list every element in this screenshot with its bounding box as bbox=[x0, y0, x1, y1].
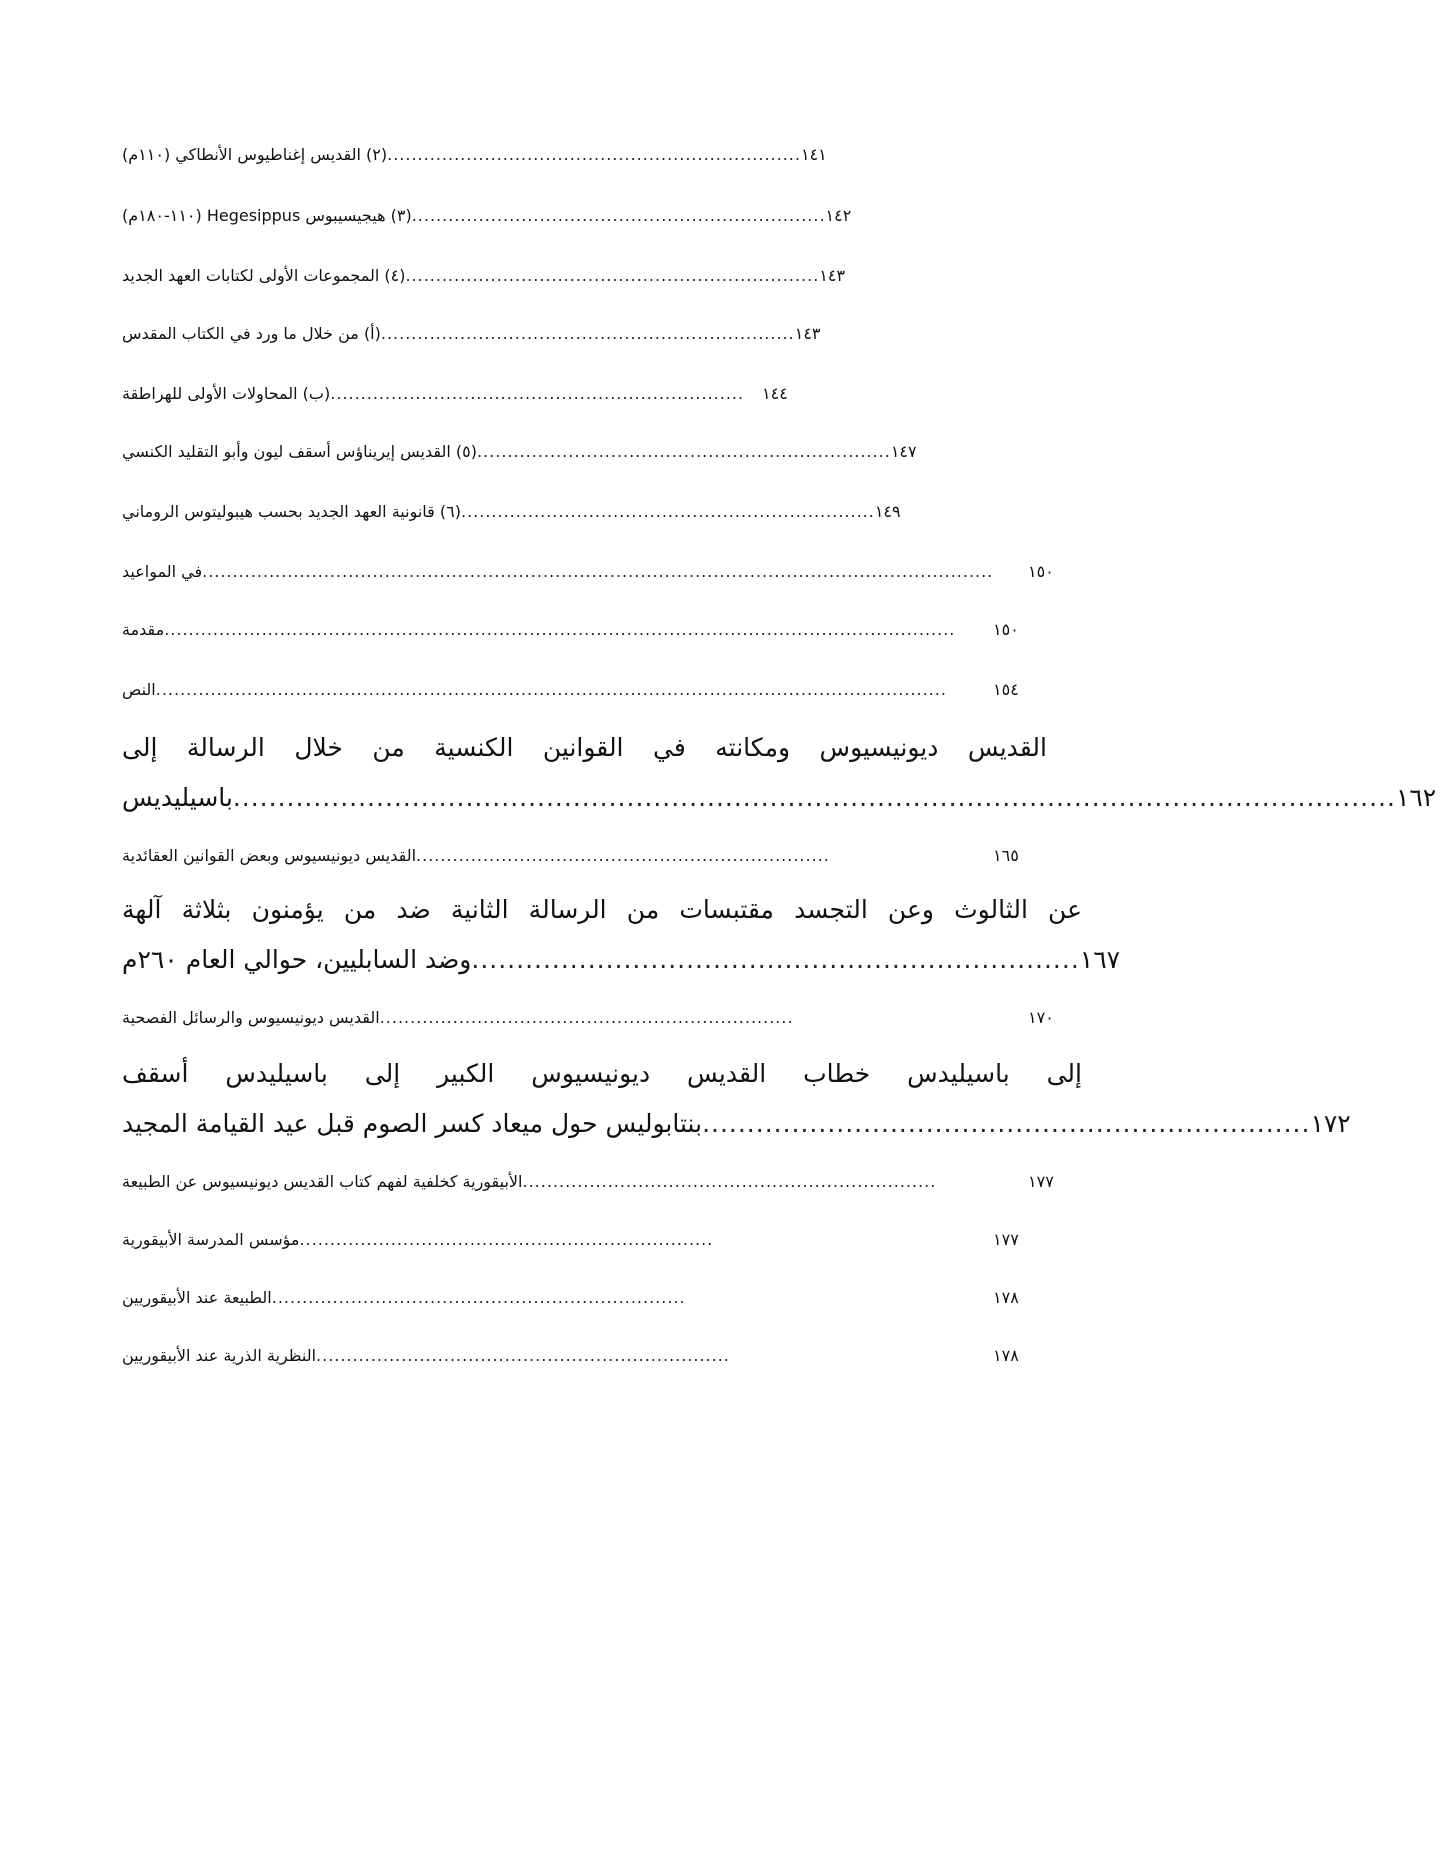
toc-entry bbox=[122, 998, 1082, 1038]
leader-dots: .................................................................... bbox=[405, 266, 820, 285]
toc-entry bbox=[122, 836, 1047, 876]
leader-dots: .................................................................... bbox=[379, 1008, 794, 1027]
leader-dots: .................................................................... bbox=[476, 442, 891, 461]
toc-entry bbox=[122, 1220, 1047, 1260]
toc-page-number: ١٤٩ bbox=[874, 502, 901, 521]
toc-entry-title: (٢) القديس إغناطيوس الأنطاكي (١١٠م) bbox=[122, 145, 388, 164]
leader-dots: .................................................................................................................................. bbox=[202, 562, 994, 581]
toc-entry bbox=[122, 610, 1047, 650]
toc-entry-title: القديس ديونيسيوس والرسائل الفصحية bbox=[122, 1008, 380, 1027]
toc-entry-line1: القديس ديونيسيوس ومكانته في القوانين الكنسية من خلال الرسالة إلى bbox=[122, 733, 1047, 762]
toc-page-number: ١٤٣ bbox=[794, 324, 821, 343]
toc-entry bbox=[122, 432, 917, 472]
toc-entry-title: (٥) القديس إيريناؤس أسقف ليون وأبو التقليد الكنسي bbox=[122, 442, 477, 461]
leader-dots: .................................................................... bbox=[271, 1288, 686, 1307]
toc-page-number: ١٦٥ bbox=[993, 846, 1019, 865]
toc-entry-title: في المواعيد bbox=[122, 562, 203, 581]
toc-page-number: ١٥٠ bbox=[993, 620, 1019, 639]
toc-entry-line1: إلى باسيليدس خطاب القديس ديونيسيوس الكبير إلى باسيليدس أسقف bbox=[122, 1059, 1082, 1088]
leader-dots: .................................................................... bbox=[702, 1109, 1311, 1138]
toc-entry-title: (ب) المحاولات الأولى للهراطقة bbox=[122, 384, 331, 403]
toc-entry-title: مؤسس المدرسة الأبيقورية bbox=[122, 1230, 300, 1249]
toc-entry-title: الطبيعة عند الأبيقوريين bbox=[122, 1288, 272, 1307]
leader-dots: .................................................................... bbox=[387, 145, 801, 164]
toc-page-number: ١٧٨ bbox=[993, 1288, 1019, 1307]
toc-entry-title: القديس ديونيسيوس وبعض القوانين العقائدية bbox=[122, 846, 417, 865]
toc-page-number: ١٧٧ bbox=[993, 1230, 1019, 1249]
toc-entry-title: وضد السابليين، حوالي العام ٢٦٠م bbox=[122, 945, 472, 974]
toc-entry bbox=[122, 492, 901, 532]
toc-entry-title: باسيليديس bbox=[122, 783, 233, 812]
toc-entry bbox=[122, 1162, 1082, 1202]
toc-entry-title: النظرية الذرية عند الأبيقوريين bbox=[122, 1346, 317, 1365]
toc-entry-title: (٤) المجموعات الأولى لكتابات العهد الجديد bbox=[122, 266, 406, 285]
toc-entry-title: (٣) هيجيسيبوس Hegesippus (١١٠-١٨٠م) bbox=[122, 206, 412, 225]
leader-dots: .................................................................................................................................. bbox=[232, 783, 1396, 812]
leader-dots: .................................................................... bbox=[471, 945, 1080, 974]
toc-entry-title: الأبيقورية كخلفية لفهم كتاب القديس ديونيسيوس عن الطبيعة bbox=[122, 1172, 523, 1191]
toc-page-number: ١٦٧ bbox=[1079, 945, 1121, 974]
leader-dots: .................................................................... bbox=[460, 502, 875, 521]
toc-entry bbox=[122, 1104, 1351, 1144]
toc-entry-title: مقدمة bbox=[122, 620, 165, 639]
toc-page-number: ١٤٧ bbox=[890, 442, 917, 461]
leader-dots: .................................................................... bbox=[316, 1346, 730, 1365]
toc-page-number: ١٧٨ bbox=[993, 1346, 1019, 1365]
toc-page-number: ١٧٢ bbox=[1310, 1109, 1351, 1138]
toc-entry bbox=[122, 1278, 1047, 1318]
toc-entry-title: النص bbox=[122, 680, 156, 699]
leader-dots: .................................................................... bbox=[380, 324, 795, 343]
toc-entry bbox=[122, 374, 816, 414]
leader-dots: .................................................................... bbox=[522, 1172, 937, 1191]
toc-entry-title: (أ) من خلال ما ورد في الكتاب المقدس bbox=[122, 324, 381, 343]
toc-page-number: ١٤٣ bbox=[819, 266, 846, 285]
toc-entry bbox=[122, 196, 850, 236]
toc-page-number: ١٧٧ bbox=[1028, 1172, 1054, 1191]
leader-dots: .................................................................... bbox=[411, 206, 826, 225]
toc-page-number: ١٥٠ bbox=[1028, 562, 1054, 581]
toc-entry bbox=[122, 256, 850, 296]
toc-page-number: ١٤٢ bbox=[825, 206, 852, 225]
toc-entry-line1: عن الثالوث وعن التجسد مقتبسات من الرسالة الثانية ضد من يؤمنون بثلاثة آلهة bbox=[122, 895, 1082, 924]
leader-dots: .................................................................... bbox=[299, 1230, 714, 1249]
toc-entry bbox=[122, 1336, 1047, 1376]
leader-dots: .................................................................... bbox=[330, 384, 745, 403]
toc-entry-title: (٦) قانونية العهد الجديد بحسب هيبوليتوس الروماني bbox=[122, 502, 461, 521]
toc-page-number: ١٧٠ bbox=[1028, 1008, 1054, 1027]
leader-dots: .................................................................... bbox=[416, 846, 830, 865]
toc-page-number: ١٤١ bbox=[800, 145, 827, 164]
toc-entry bbox=[122, 670, 1047, 710]
toc-entry bbox=[122, 552, 1082, 592]
leader-dots: .................................................................................................................................. bbox=[155, 680, 947, 699]
toc-entry bbox=[122, 778, 1437, 818]
toc-entry bbox=[122, 314, 821, 354]
toc-entry-title: بنتابوليس حول ميعاد كسر الصوم قبل عيد القيامة المجيد bbox=[122, 1109, 703, 1138]
leader-dots: .................................................................................................................................. bbox=[164, 620, 956, 639]
toc-page-number: ١٦٢ bbox=[1395, 783, 1437, 812]
toc-page-number: ١٤٤ bbox=[762, 384, 788, 403]
toc-page-number: ١٥٤ bbox=[993, 680, 1019, 699]
toc-entry bbox=[122, 940, 1121, 980]
toc-entry bbox=[122, 135, 850, 175]
